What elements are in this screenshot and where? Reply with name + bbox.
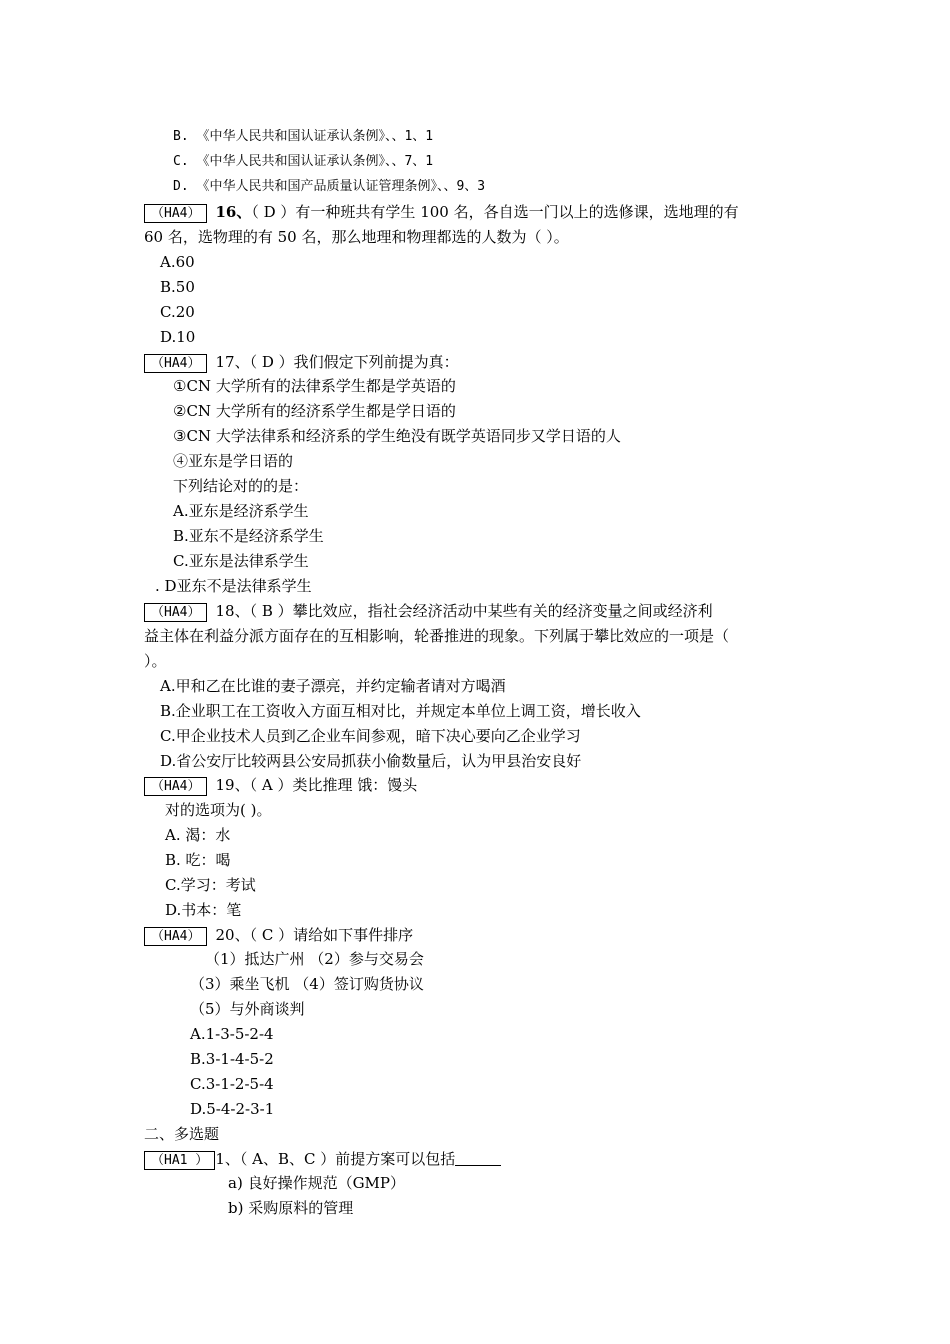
q18-option-b: B.企业职工在工资收入方面互相对比，并规定本单位上调工资，增长收入 <box>160 702 641 720</box>
q20-option-b: B.3-1-4-5-2 <box>190 1050 274 1068</box>
q16-option-d: D.10 <box>160 328 196 346</box>
q19-option-b: B. 吃：喝 <box>165 851 231 869</box>
q16-stem-line1 <box>144 202 739 223</box>
q17-premise-1: ①CN 大学所有的法律系学生都是学英语的 <box>173 377 456 395</box>
q16-tag: （HA4） <box>144 204 207 223</box>
q16-option-c: C.20 <box>160 303 195 321</box>
q19-tag: （HA4） <box>144 777 207 796</box>
q20-event-line1: （1）抵达广州 （2）参与交易会 <box>205 950 424 968</box>
q15-option-b: B. 《中华人民共和国认证承认条例》、、1、1 <box>173 129 434 144</box>
q19-option-d: D.书本：笔 <box>165 901 242 919</box>
q17-option-b: B.亚东不是经济系学生 <box>173 527 324 545</box>
q18-stem-line3: ）。 <box>144 652 167 670</box>
q20-tag: （HA4） <box>144 927 207 946</box>
q19-option-c: C.学习：考试 <box>165 876 256 894</box>
q19-text: 19、（ A ）类比推理 饿：馒头 <box>215 776 418 794</box>
q18-option-d: D.省公安厅比较两县公安局抓获小偷数量后，认为甲县治安良好 <box>160 752 582 770</box>
q17-premise-3: ③CN 大学法律系和经济系的学生绝没有既学英语同步又学日语的人 <box>173 427 621 445</box>
q17-premise-2: ②CN 大学所有的经济系学生都是学日语的 <box>173 402 456 420</box>
m1-tag: （HA1 ） <box>144 1151 215 1170</box>
q18-text: 18、（ B ）攀比效应，指社会经济活动中某些有关的经济变量之间或经济利 <box>215 602 713 620</box>
q17-stem <box>144 352 459 373</box>
section-heading: 二、多选题 <box>144 1125 220 1143</box>
q17-option-d: . D亚东不是法律系学生 <box>155 577 312 595</box>
q20-option-c: C.3-1-2-5-4 <box>190 1075 274 1093</box>
q18-option-a: A.甲和乙在比谁的妻子漂亮，并约定输者请对方喝酒 <box>160 677 506 695</box>
q20-event-line3: （5）与外商谈判 <box>190 1000 305 1018</box>
q18-stem-line1 <box>144 601 713 622</box>
m1-stem <box>144 1149 501 1170</box>
m1-option-a: a) 良好操作规范（GMP） <box>228 1174 405 1192</box>
answer-blank[interactable] <box>455 1151 501 1166</box>
q17-prompt: 下列结论对的的是： <box>173 477 309 495</box>
q20-event-line2: （3）乘坐飞机 （4）签订购货协议 <box>190 975 424 993</box>
q17-text: 17、（ D ）我们假定下列前提为真： <box>215 353 459 371</box>
q18-option-c: C.甲企业技术人员到乙企业车间参观，暗下决心要向乙企业学习 <box>160 727 581 745</box>
q16-number: 16、 <box>215 203 252 221</box>
q20-option-d: D.5-4-2-3-1 <box>190 1100 275 1118</box>
q20-option-a: A.1-3-5-2-4 <box>190 1025 274 1043</box>
q15-option-c: C. 《中华人民共和国认证承认条例》、、7、1 <box>173 154 434 169</box>
q17-premise-4: ④亚东是学日语的 <box>173 452 294 470</box>
q16-stem-line2: 60 名，选物理的有 50 名，那么地理和物理都选的人数为（ ）。 <box>144 228 569 246</box>
m1-text: 1、（ A、B、C ）前提方案可以包括 <box>215 1150 456 1168</box>
q20-text: 20、（ C ）请给如下事件排序 <box>215 926 414 944</box>
q16-option-b: B.50 <box>160 278 195 296</box>
q19-option-a: A. 渴：水 <box>165 826 231 844</box>
q15-option-d: D. 《中华人民共和国产品质量认证管理条例》、、9、3 <box>173 179 486 194</box>
q18-stem-line2: 益主体在利益分派方面存在的互相影响，轮番推进的现象。下列属于攀比效应的一项是（ <box>144 627 730 645</box>
q16-text: （ D ）有一种班共有学生 100 名，各自选一门以上的选修课，选地理的有 <box>251 203 739 221</box>
q18-tag: （HA4） <box>144 603 207 622</box>
q19-stem <box>144 775 417 796</box>
q17-option-c: C.亚东是法律系学生 <box>173 552 309 570</box>
q16-option-a: A.60 <box>160 253 195 271</box>
q17-option-a: A.亚东是经济系学生 <box>173 502 309 520</box>
q20-stem <box>144 925 413 946</box>
q19-prompt: 对的选项为( )。 <box>165 801 272 819</box>
q17-tag: （HA4） <box>144 354 207 373</box>
m1-option-b: b) 采购原料的管理 <box>228 1199 354 1217</box>
